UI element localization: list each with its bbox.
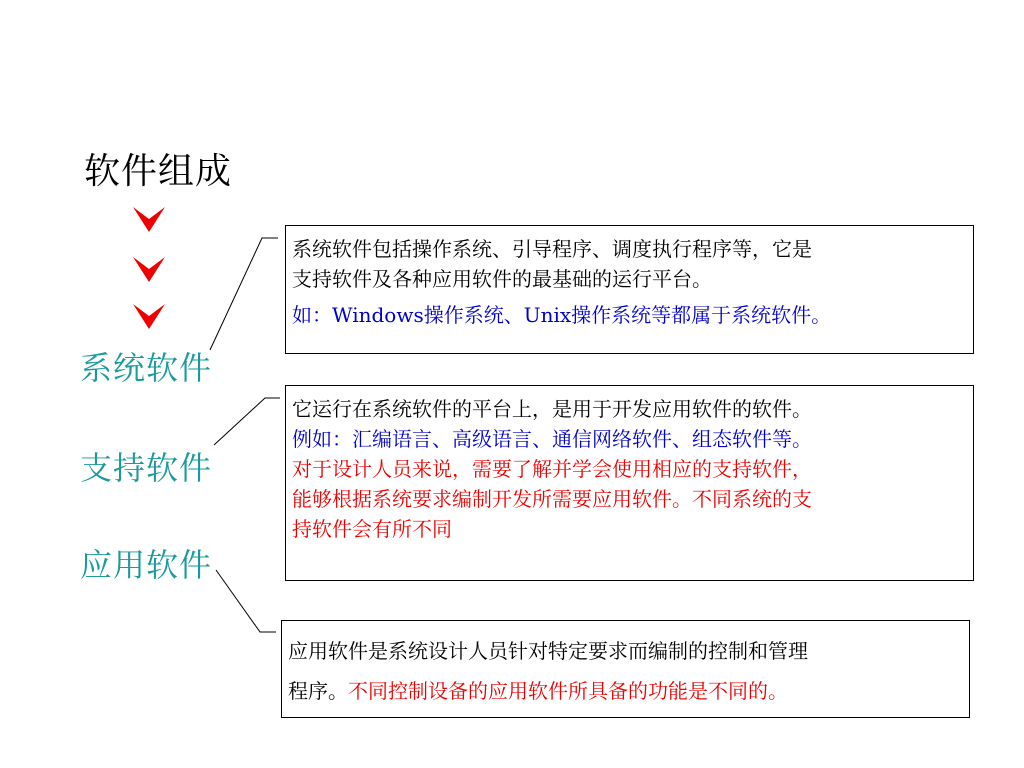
- application-note: 不同控制设备的应用软件所具备的功能是不同的。: [348, 679, 788, 703]
- support-note-line-1: 对于设计人员来说，需要了解并学会使用相应的支持软件，: [292, 457, 812, 481]
- category-application-software: 应用软件: [80, 546, 213, 584]
- application-desc-line-2: [288, 671, 963, 711]
- support-software-description: [285, 385, 974, 581]
- support-note-line-3: 持软件会有所不同: [292, 517, 452, 541]
- application-desc-line-1: 应用软件是系统设计人员针对特定要求而编制的控制和管理: [288, 639, 808, 663]
- system-desc-line-2: 支持软件及各种应用软件的最基础的运行平台。: [292, 267, 712, 291]
- support-desc-line-1: 它运行在系统软件的平台上，是用于开发应用软件的软件。: [292, 397, 812, 421]
- system-software-description: [285, 225, 974, 354]
- category-support-software: 支持软件: [80, 449, 213, 487]
- system-example: 如：Windows操作系统、Unix操作系统等都属于系统软件。: [292, 303, 832, 327]
- support-note-line-2: 能够根据系统要求编制开发所需要应用软件。不同系统的支: [292, 487, 812, 511]
- application-desc-line-2-black: 程序。: [288, 679, 348, 703]
- chevron-down-icon: [131, 254, 167, 284]
- support-example: 例如：汇编语言、高级语言、通信网络软件、组态软件等。: [292, 427, 812, 451]
- chevron-down-icon: [131, 204, 167, 234]
- application-software-description: [281, 620, 970, 718]
- category-system-software: 系统软件: [80, 349, 213, 387]
- system-desc-line-1: 系统软件包括操作系统、引导程序、调度执行程序等，它是: [292, 237, 812, 261]
- page-title: 软件组成: [84, 151, 233, 192]
- chevron-down-icon: [131, 301, 167, 331]
